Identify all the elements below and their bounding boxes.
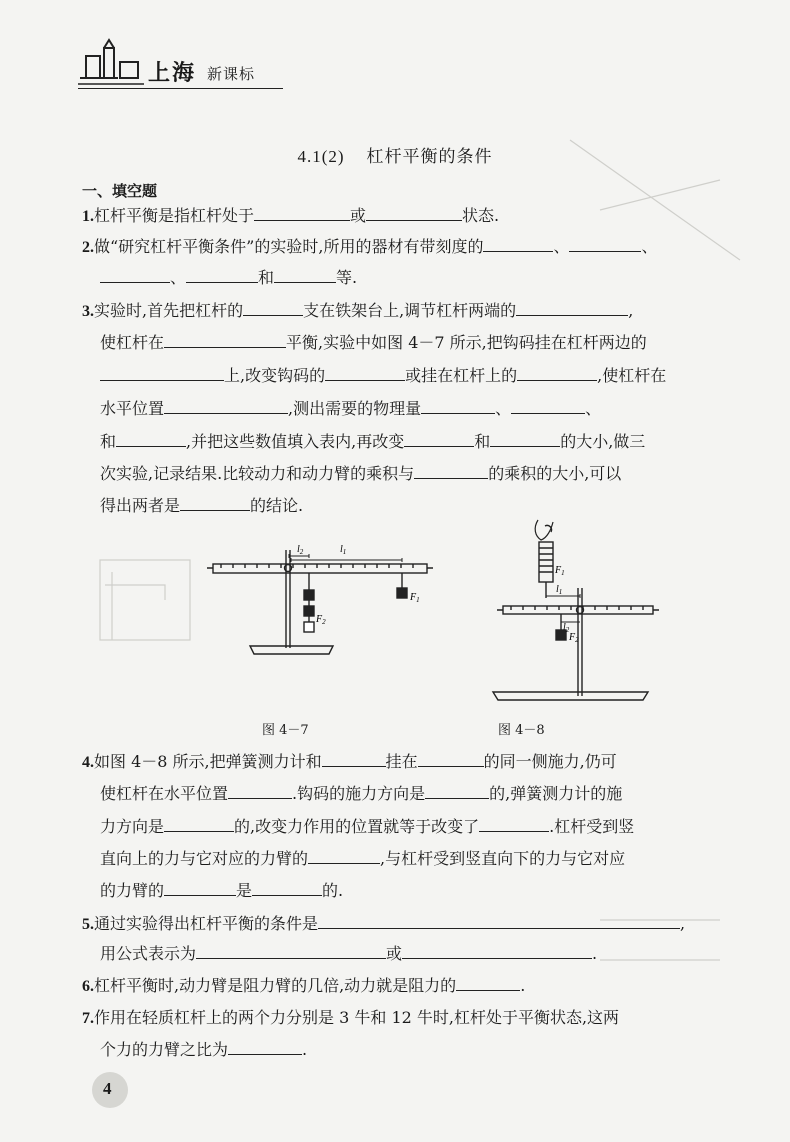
blank[interactable]	[100, 366, 224, 381]
question-3-line-3: 上,改变钩码的 或挂在杠杆上的 ,使杠杆在	[100, 366, 666, 386]
question-4-line-2: 使杠杆在水平位置 .钩码的施力方向是 的,弹簧测力计的施	[100, 784, 623, 803]
blank[interactable]	[274, 268, 336, 283]
blank[interactable]	[325, 366, 405, 381]
question-2: 2.做“研究杠杆平衡条件”的实验时,所用的器材有带刻度的 、 、	[82, 237, 658, 256]
blank[interactable]	[414, 464, 488, 479]
fig47-l2-label: $l_2$	[297, 544, 304, 556]
blank[interactable]	[164, 399, 288, 414]
blank[interactable]	[164, 817, 234, 832]
blank[interactable]	[569, 237, 641, 252]
lesson-number: 4.1(2)	[297, 147, 345, 166]
question-4-line-5: 的力臂的 是 的.	[100, 881, 344, 900]
blank[interactable]	[254, 206, 350, 221]
blank[interactable]	[243, 301, 303, 316]
blank[interactable]	[186, 268, 258, 283]
question-4: 4.如图 4－8 所示,把弹簧测力计和 挂在 的同一侧施力,仍可	[82, 752, 617, 771]
fig48-f1-label: $F_1$	[555, 565, 565, 577]
question-1: 1.杠杆平衡是指杠杆处于 或 状态.	[82, 206, 500, 225]
brand-name: 上海	[148, 61, 197, 86]
blank[interactable]	[318, 914, 680, 929]
blank[interactable]	[116, 432, 186, 447]
blank[interactable]	[511, 399, 585, 414]
fig48-l1-label: $l_1$	[556, 584, 563, 596]
blank[interactable]	[456, 976, 520, 991]
fig47-f1-label: $F_1$	[410, 592, 420, 604]
page-number: 4	[103, 1079, 112, 1098]
blank[interactable]	[228, 1040, 302, 1055]
question-3-line-5: 和 ,并把这些数值填入表内,再改变 和 的大小,做三	[100, 432, 646, 451]
question-3-line-4: 水平位置 ,测出需要的物理量 、 、	[100, 399, 602, 418]
question-5-line-2: 用公式表示为 或 .	[100, 944, 598, 963]
blank[interactable]	[425, 784, 489, 799]
section-heading: 一、填空题	[82, 182, 158, 200]
figure-4-8-spring-scale-diagram	[483, 518, 663, 706]
header-logo-icon	[78, 38, 146, 88]
question-3: 3.实验时,首先把杠杆的 支在铁架台上,调节杠杆两端的 ,	[82, 301, 634, 320]
fig48-f2-label: $F_2$	[569, 632, 579, 644]
blank[interactable]	[516, 301, 628, 316]
blank[interactable]	[228, 784, 292, 799]
fig47-f2-label: $F_2$	[316, 614, 326, 626]
blank[interactable]	[196, 944, 386, 959]
question-3-line-7: 得出两者是 的结论.	[100, 496, 304, 515]
blank[interactable]	[252, 881, 322, 896]
blank[interactable]	[479, 817, 549, 832]
blank[interactable]	[164, 333, 286, 348]
figure-4-8-caption: 图 4－8	[498, 723, 545, 738]
blank[interactable]	[322, 752, 386, 767]
lesson-name: 杠杆平衡的条件	[366, 147, 493, 167]
blank[interactable]	[180, 496, 250, 511]
question-4-line-3: 力方向是 的,改变力作用的位置就等于改变了 .杠杆受到竖	[100, 817, 635, 836]
blank[interactable]	[418, 752, 484, 767]
question-5: 5.通过实验得出杠杆平衡的条件是 ,	[82, 914, 686, 933]
blank[interactable]	[366, 206, 462, 221]
question-2-cont: 、 和 等.	[100, 268, 357, 288]
blank[interactable]	[402, 944, 592, 959]
question-7: 7.作用在轻质杠杆上的两个力分别是 3 牛和 12 牛时,杠杆处于平衡状态,这两	[82, 1008, 620, 1027]
blank[interactable]	[483, 237, 553, 252]
lesson-title	[0, 142, 790, 167]
question-4-line-4: 直向上的力与它对应的力臂的 ,与杠杆受到竖直向下的力与它对应	[100, 849, 626, 868]
blank[interactable]	[490, 432, 560, 447]
blank[interactable]	[164, 881, 236, 896]
blank[interactable]	[404, 432, 474, 447]
fig48-l2-label: $l_2$	[563, 622, 570, 634]
question-6: 6.杠杆平衡时,动力臂是阻力臂的几倍,动力就是阻力的 .	[82, 976, 526, 995]
fig47-l1-label: $l_1$	[340, 544, 347, 556]
figure-4-7-caption: 图 4－7	[262, 723, 309, 738]
header-rule	[78, 88, 283, 89]
blank[interactable]	[308, 849, 380, 864]
question-7-line-2: 个力的力臂之比为 .	[100, 1040, 308, 1059]
blank[interactable]	[517, 366, 597, 381]
figure-4-7-lever-diagram	[205, 536, 435, 662]
blank[interactable]	[100, 268, 170, 283]
brand-subtitle: 新课标	[207, 65, 256, 83]
question-3-line-6: 次实验,记录结果.比较动力和动力臂的乘积与 的乘积的大小,可以	[100, 464, 622, 483]
blank[interactable]	[421, 399, 495, 414]
question-3-line-2: 使杠杆在 平衡,实验中如图 4－7 所示,把钩码挂在杠杆两边的	[100, 333, 647, 352]
